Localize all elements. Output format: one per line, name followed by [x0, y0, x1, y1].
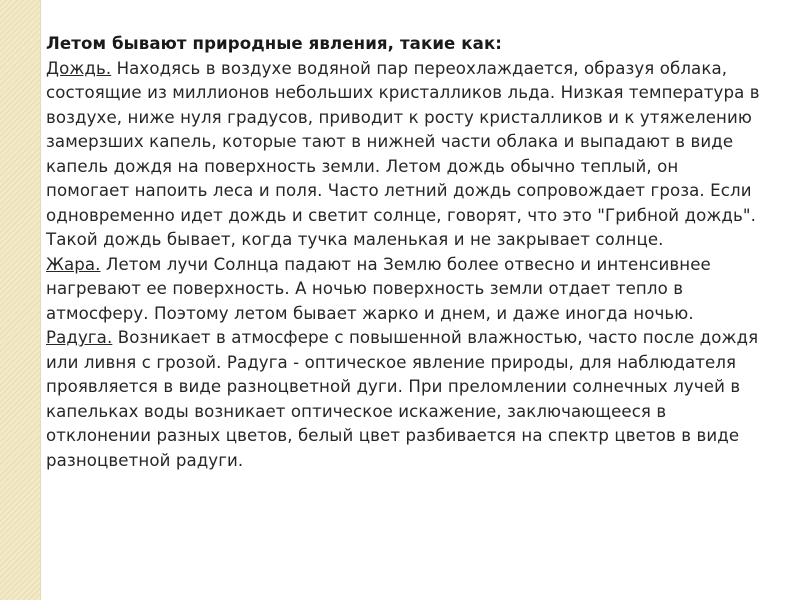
paragraph-rainbow [46, 326, 766, 473]
paragraph-heat [46, 253, 766, 327]
text-rainbow: Возникает в атмосфере с повышенной влажностью, часто после дождя или ливня с грозой. Радуга - оптическое явление природы, для наблюдателя проявляется в виде разноцветной дуги. При преломлении солнечных лучей в капельках воды возникает оптическое искажение, заключающееся в отклонении разных цветов, белый цвет разбивается на спектр цветов в виде разноцветной радуги. [46, 328, 759, 470]
decorative-edge-rule [40, 0, 41, 600]
slide-heading: Летом бывают природные явления, такие как: [46, 34, 503, 53]
term-heat: Жара. [46, 254, 101, 274]
term-rain: Дождь. [46, 58, 112, 78]
paragraph-rain [46, 57, 766, 253]
slide-text-body [46, 32, 766, 473]
term-rainbow: Радуга. [46, 328, 113, 347]
text-rain: Находясь в воздухе водяной пар переохлаждается, образуя облака, состоящие из миллионов небольших кристалликов льда. Низкая температура в воздухе, ниже нуля градусов, приводит к росту кристалликов и к утяжелению замерзших капель, которые тают в нижней части облака и выпадают в виде капель дождя на поверхность земли. Летом дождь обычно теплый, он помогает напоить леса и поля. Часто летний дождь сопровождает гроза. Если одновременно идет дождь и светит солнце, говорят, что это "Грибной дождь". Такой дождь бывает, когда тучка маленькая и не закрывает солнце. [46, 58, 760, 249]
text-heat: Летом лучи Солнца падают на Землю более отвесно и интенсивнее нагревают ее поверхность. А ночью поверхность земли отдает тепло в атмосферу. Поэтому летом бывает жарко и днем, и даже иногда ночью. [46, 254, 711, 323]
decorative-side-stripe [0, 0, 40, 600]
